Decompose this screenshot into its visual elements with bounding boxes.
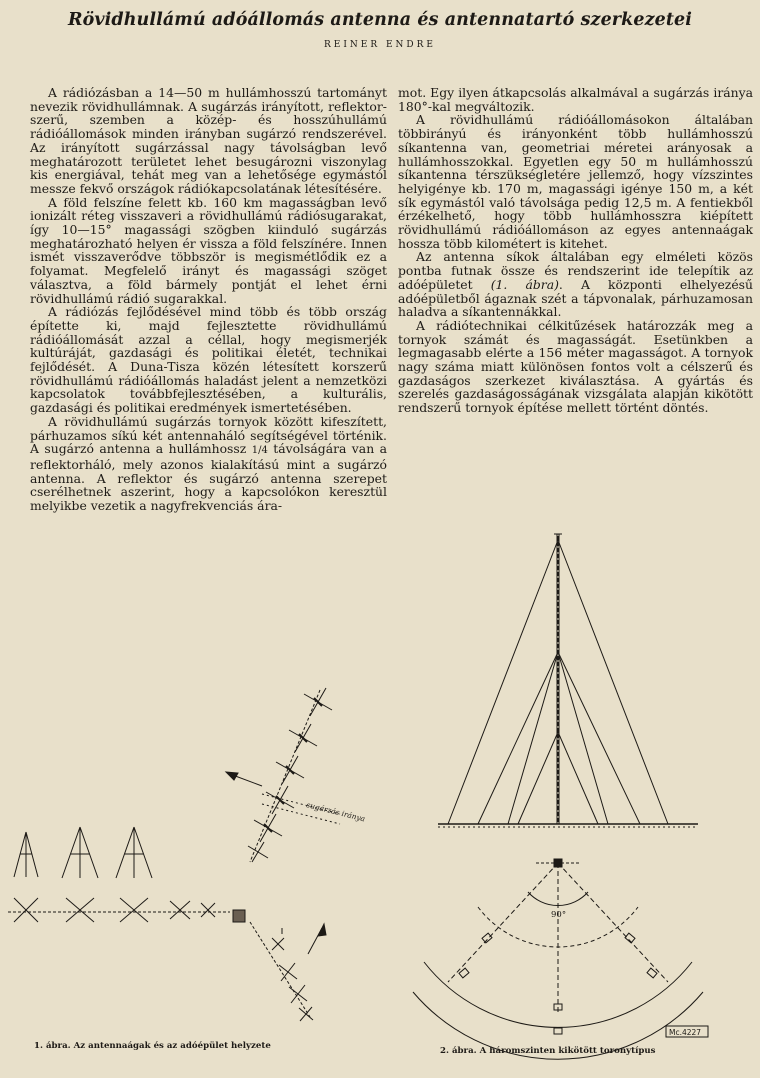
- transmitter-building: [233, 910, 245, 922]
- angle-label: 90°: [551, 910, 567, 920]
- right-column: [398, 86, 753, 415]
- figure-2-guyed-tower: [408, 522, 728, 1042]
- paragraph: [398, 250, 753, 319]
- figure-1-caption: 1. ábra. Az antennaágak és az adóépület helyzete: [34, 1041, 271, 1051]
- paragraph: [30, 415, 387, 513]
- figure-reference: (1. ábra): [490, 276, 559, 292]
- antenna-branch-horizontal: [8, 898, 230, 922]
- paragraph-text: távolságára van a reflektorháló, mely azonos kialakítású mint a sugárzó antenna. A reflektor és sugárzó antenna szerepet cserélhetnek aszerint, hogy a kapcsolókon keresztül melyikbe vezetik a nagyfrekvenciás ára-: [30, 441, 387, 514]
- paragraph: A rádiótechnikai célkitűzések határozzák meg a tornyok számát és magasságát. Esetünkben a legmagasabb elérte a 156 méter magasságot. A tornyok nagy száma miatt különösen fontos volt a célszerű és gazdaságos szerkezet kiválasztása. A gyártás és szerelés gazdaságosságának vizsgálata alapján kikötött rendszerű tornyok építése mellett történt döntés.: [398, 317, 753, 416]
- antenna-branch-lower: [250, 922, 313, 1021]
- drawing-stamp: Mc.4227: [669, 1028, 702, 1037]
- paragraph-continued: mot. Egy ilyen átkapcsolás alkalmával a sugárzás iránya 180°-kal megváltozik.: [398, 85, 753, 114]
- paragraph: A rádiózás fejlődésével mind több és több ország építette ki, majd fejlesztette rövidhullámú rádióállomását azzal a céllal, hogy megismerjék kultúráját, gazdasági és politikai életét, technikai fejlődését. A Duna-Tisza közén létesített korszerű rövidhullámú rádióállomás haladást jelent a nemzetközi kapcsolatok továbbfejlesztésében, a kulturális, gazdasági és politikai eredmények ismertetésében.: [30, 304, 387, 416]
- figure-2-caption: 2. ábra. A háromszinten kikötött toronytípus: [440, 1046, 656, 1056]
- paragraph-text: . A központi elhelyezésű adóépületből ágaznak szét a tápvonalak, párhuzamosan haladva a síkantennákkal.: [398, 276, 753, 320]
- tower-mast: [554, 534, 562, 824]
- article-author: REINER ENDRE: [324, 40, 436, 50]
- radiation-arrow: [226, 772, 262, 786]
- article-title: Rövidhullámú adóállomás antenna és antennatartó szerkezetei: [67, 10, 693, 30]
- fraction-quarter: 1/4: [251, 445, 268, 457]
- radiation-direction-label: sugárzás iránya: [305, 800, 367, 824]
- radiation-arrow: [308, 924, 326, 954]
- tower-elevation: [14, 827, 152, 878]
- paragraph: A rövidhullámú rádióállomásokon általában többirányú és irányonként több hullámhosszú síkantenna van, geometriai méretei arányosak a hullámhosszokkal. Egyetlen egy 50 m hullámhosszú síkantenna térszükségletére jellemző, hogy vízszintes helyigénye kb. 170 m, magassági igénye 150 m, a két sík egymástól való távolsága pedig 12,5 m. A fentiekből érzékelhető, hogy több hullámhosszra kiépített rövidhullámú rádióállomáson az egyes antennaágak hossza több kilométert is kitehet.: [398, 112, 753, 251]
- figure-1-antenna-layout: [0, 672, 380, 1032]
- paragraph: A föld felszíne felett kb. 160 km magasságban levő ionizált réteg visszaveri a rövidhullámú rádiósugarakat, így 10—15° magassági szögben kiinduló sugárzás meghatározható helyen ér vissza a föld felszínére. Innen ismét visszaverődve többször is megismétlődik ez a folyamat. Megfelelő irányt és magassági szöget választva, a föld bármely pontját el lehet érni rövidhullámú rádió sugarakkal.: [30, 194, 387, 306]
- antenna-branch-upper: [248, 688, 332, 862]
- paragraph: A rádiózásban a 14—50 m hullámhosszú tartományt nevezik rövidhullámnak. A sugárzás irányított, reflektor-szerű, szemben a közép- és hosszúhullámú rádióállomások minden irányban sugárzó rendszerével. Az irányított sugárzással nagy távolságban levő meghatározott területet lehet besugározni viszonylag kis energiával, tehát meg van a lehetősége egymástól messze fekvő országok rádiókapcsolatának létesítésére.: [30, 85, 387, 196]
- paragraph-text: A rövidhullámú sugárzás tornyok között kifeszített, párhuzamos síkú két antennaháló segítségével történik. A sugárzó antenna a hullámhossz: [30, 413, 387, 457]
- paragraph-text: Az antenna síkok általában egy elméleti közös pontba futnak össze és rendszerint ide telepítik az adóépületet: [398, 249, 753, 292]
- tower-plan-view: [413, 859, 703, 1059]
- left-column: [30, 86, 387, 513]
